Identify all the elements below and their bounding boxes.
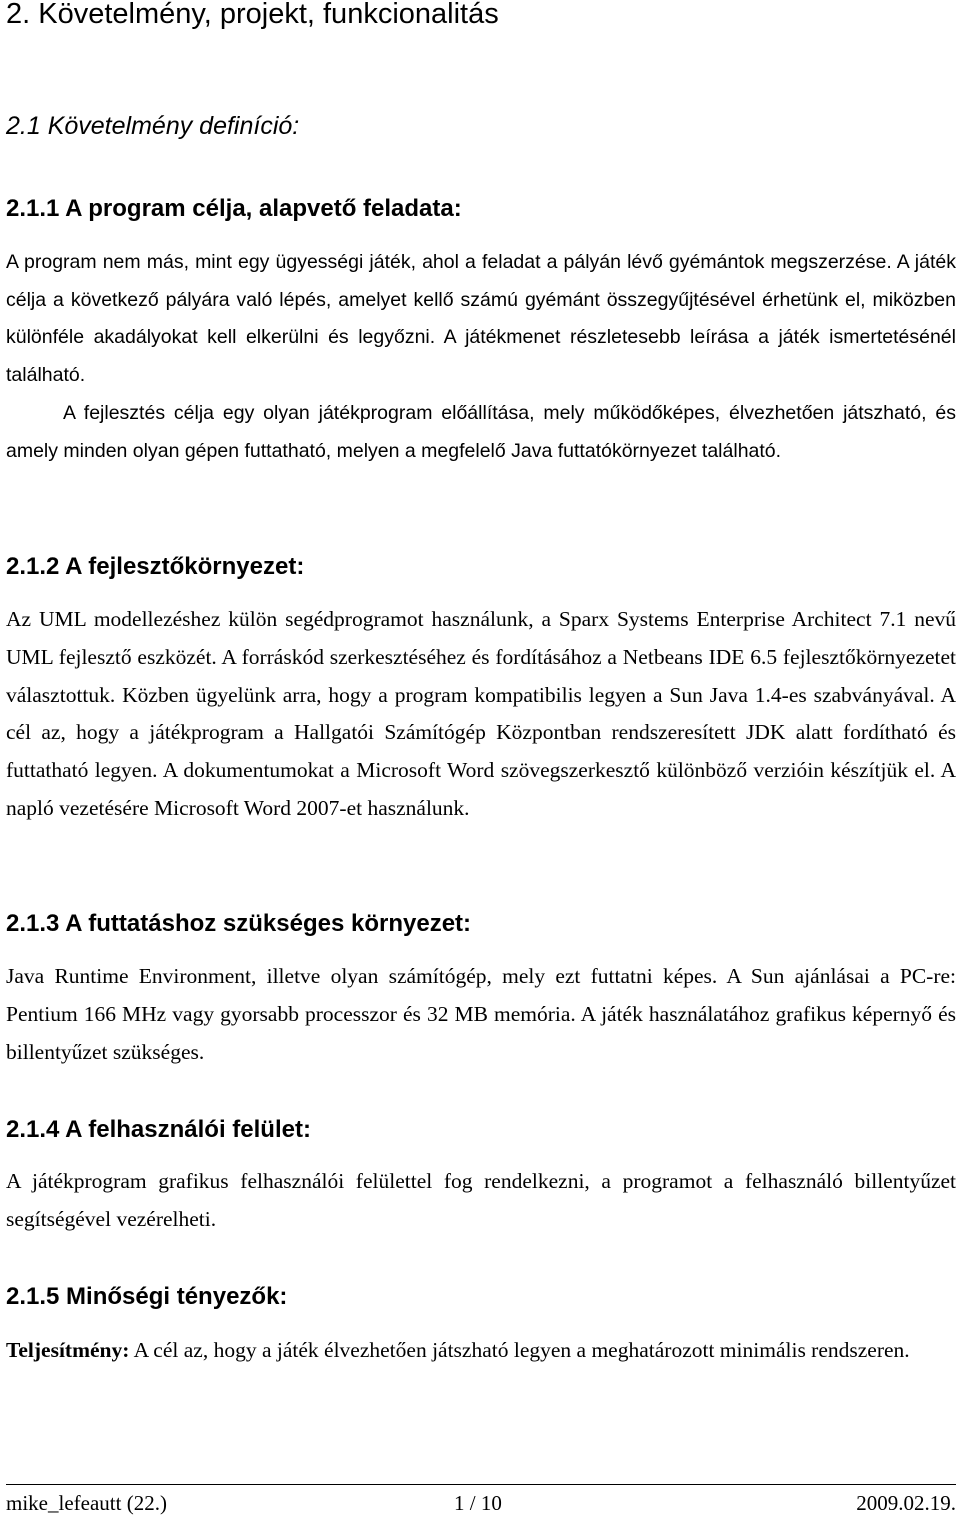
footer-page-number: 1 / 10 xyxy=(454,1491,502,1515)
paragraph-dev-environment: Az UML modellezéshez külön segédprogramot használunk, a Sparx Systems Enterprise Architect 7.1 nevű UML fejlesztő eszközét. A forráskód szerkesztéséhez és fordításához a Netbeans IDE 6.5 fejlesztőkörnyezetet választottuk. Közben ügyelünk arra, hogy a program kompatibilis legyen a Sun Java 1.4-es szabványával. A cél az, hogy a játékprogram a Hallgatói Számítógép Központban rendszeresített JDK alatt fordítható és futtatható legyen. A dokumentumokat a Microsoft Word szövegszerkesztő különböző verzióin készítjük el. A napló vezetésére Microsoft Word 2007-et használunk. xyxy=(6,607,956,820)
paragraph-user-interface: A játékprogram grafikus felhasználói felülettel fog rendelkezni, a programot a felhasználó billentyűzet segítségével vezérelheti. xyxy=(6,1169,956,1231)
subsection-heading-1: 2.1.1 A program célja, alapvető feladata: xyxy=(6,195,462,222)
subsection-heading-2: 2.1.2 A fejlesztőkörnyezet: xyxy=(6,553,305,580)
paragraph-runtime-env: Java Runtime Environment, illetve olyan számítógép, mely ezt futtatni képes. A Sun ajánlásai a PC-re: Pentium 166 MHz vagy gyorsabb processzor és 32 MB memória. A játék használatához grafikus képernyő és billentyűzet szükséges. xyxy=(6,964,956,1064)
paragraph-purpose: A program nem más, mint egy ügyességi játék, ahol a feladat a pályán lévő gyémántok megszerzése. A játék célja a következő pályára való lépés, amelyet kellő számú gyémánt összegyűjtésével érhetünk el, miközben különféle akadályokat kell elkerülni és legyőzni. A játékmenet részletesebb leírása a játék ismertetésénél található. xyxy=(6,251,956,386)
chapter-heading: 2. Követelmény, projekt, funkcionalitás xyxy=(6,0,499,30)
paragraph-quality xyxy=(6,1332,956,1370)
subsection-heading-4: 2.1.4 A felhasználói felület: xyxy=(6,1116,311,1143)
performance-label: Teljesítmény: xyxy=(6,1338,130,1362)
paragraph-development-goal: A fejlesztés célja egy olyan játékprogram előállítása, mely működőképes, élvezhetően játszható, és amely minden olyan gépen futtatható, melyen a megfelelő Java futtatókörnyezet található. xyxy=(6,402,956,462)
section-heading: 2.1 Követelmény definíció: xyxy=(6,112,300,140)
footer-date: 2009.02.19. xyxy=(856,1491,956,1515)
subsection-heading-3: 2.1.3 A futtatáshoz szükséges környezet: xyxy=(6,910,472,937)
page-footer xyxy=(6,1484,956,1515)
footer-author: mike_lefeautt (22.) xyxy=(6,1491,167,1515)
subsection-heading-5: 2.1.5 Minőségi tényezők: xyxy=(6,1283,288,1310)
performance-text: A cél az, hogy a játék élvezhetően játszható legyen a meghatározott minimális rendszeren. xyxy=(129,1338,910,1362)
